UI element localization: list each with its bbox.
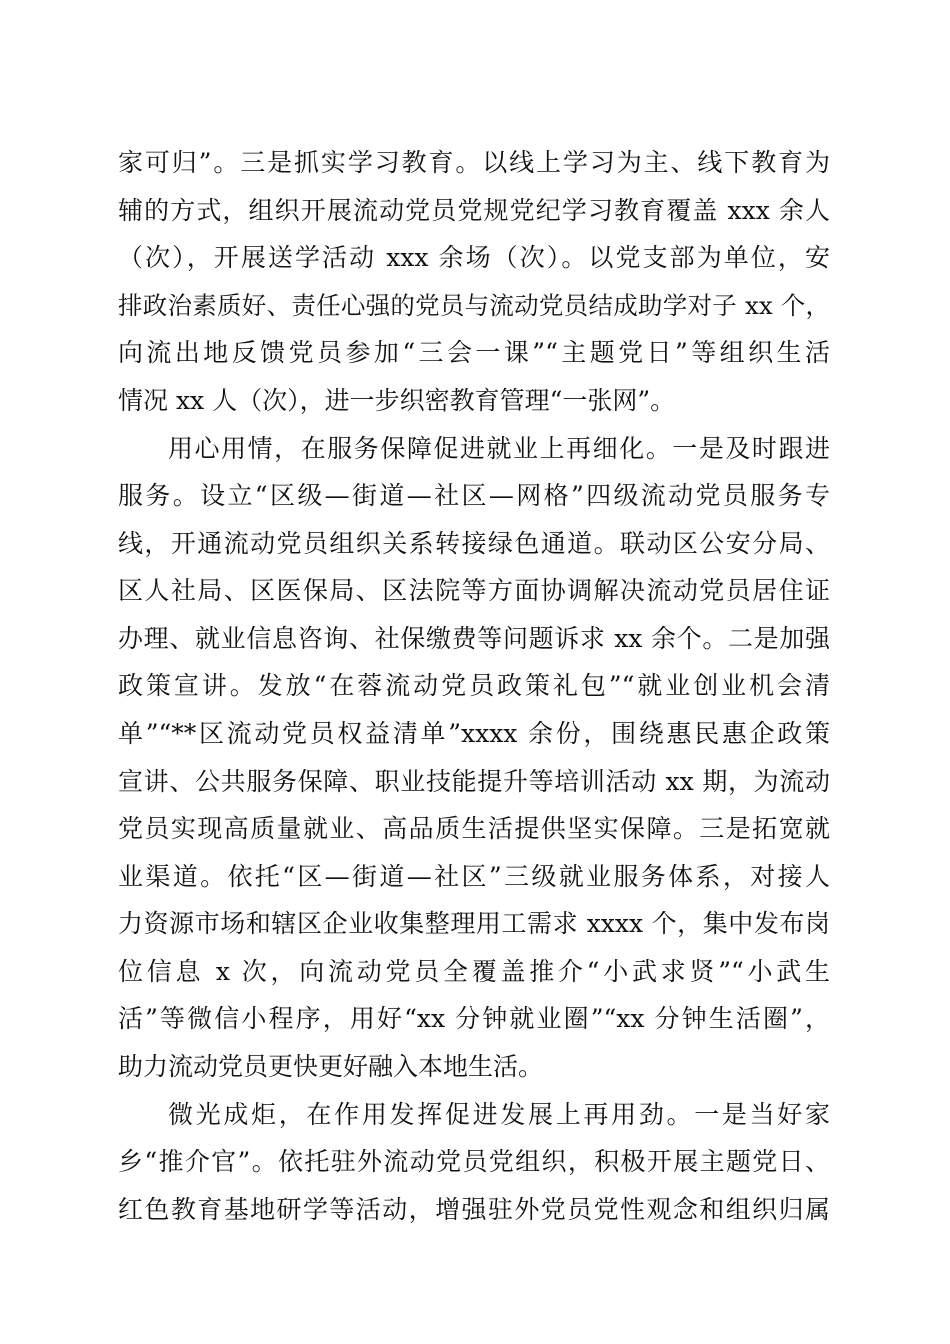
paragraph-first-line: 微光成炬，在作用发挥促进发展上再用劲。一是当好家 <box>168 1100 830 1129</box>
text-line: 服务。设立“区级—街道—社区—网格”四级流动党员服务专 <box>118 481 830 510</box>
text-line: （次），开展送学活动 xxx 余场（次）。以党支部为单位，安 <box>118 243 830 272</box>
text-line: 力资源市场和辖区企业收集整理用工需求 xxxx 个，集中发布岗 <box>118 909 830 938</box>
text-line: 政策宣讲。发放“在蓉流动党员政策礼包”“就业创业机会清 <box>118 671 830 700</box>
text-line: 党员实现高质量就业、高品质生活提供坚实保障。三是拓宽就 <box>118 814 830 843</box>
text-line: 活”等微信小程序，用好“xx 分钟就业圈”“xx 分钟生活圈”， <box>118 1004 830 1033</box>
text-line: 红色教育基地研学等活动，增强驻外党员党性观念和组织归属 <box>118 1195 830 1224</box>
text-line: 助力流动党员更快更好融入本地生活。 <box>118 1052 544 1081</box>
text-line: 位信息 x 次，向流动党员全覆盖推介“小武求贤”“小武生 <box>118 957 830 986</box>
text-line: 业渠道。依托“区—街道—社区”三级就业服务体系，对接人 <box>118 862 830 891</box>
text-line: 单”“**区流动党员权益清单”xxxx 余份，围绕惠民惠企政策 <box>118 719 830 748</box>
text-line: 区人社局、区医保局、区法院等方面协调解决流动党员居住证 <box>118 576 830 605</box>
paragraph-first-line: 用心用情，在服务保障促进就业上再细化。一是及时跟进 <box>168 434 830 463</box>
text-line: 辅的方式，组织开展流动党员党规党纪学习教育覆盖 xxx 余人 <box>118 196 830 225</box>
text-line: 情况 xx 人（次），进一步织密教育管理“一张网”。 <box>118 386 676 415</box>
text-line: 乡“推介官”。依托驻外流动党员党组织，积极开展主题党日、 <box>118 1147 830 1176</box>
text-line: 线，开通流动党员组织关系转接绿色通道。联动区公安分局、 <box>118 529 830 558</box>
text-line: 办理、就业信息咨询、社保缴费等问题诉求 xx 余个。二是加强 <box>118 624 830 653</box>
text-line: 向流出地反馈党员参加“三会一课”“主题党日”等组织生活 <box>118 338 830 367</box>
text-line: 宣讲、公共服务保障、职业技能提升等培训活动 xx 期，为流动 <box>118 767 830 796</box>
text-line: 家可归”。三是抓实学习教育。以线上学习为主、线下教育为 <box>118 148 830 177</box>
text-line: 排政治素质好、责任心强的党员与流动党员结成助学对子 xx 个， <box>118 291 830 320</box>
